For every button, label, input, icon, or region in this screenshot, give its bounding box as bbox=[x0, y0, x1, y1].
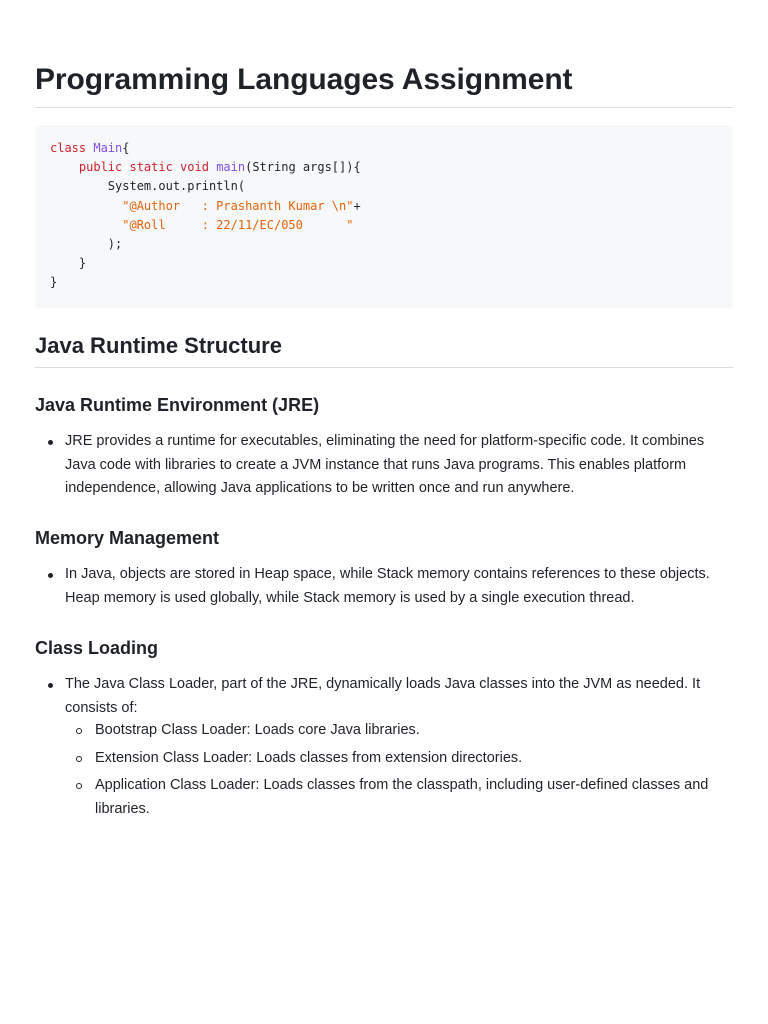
title-divider bbox=[35, 107, 733, 108]
class-loading-heading: Class Loading bbox=[35, 638, 159, 658]
bullet-dot bbox=[48, 440, 53, 445]
jre-heading: Java Runtime Environment (JRE) bbox=[35, 395, 320, 415]
list-item: Application Class Loader: Loads classes from the classpath, including user-defined classes and libraries. bbox=[95, 777, 709, 817]
bullet-dot bbox=[48, 573, 53, 578]
section-heading: Java Runtime Structure bbox=[35, 333, 282, 358]
bullet-dot bbox=[48, 683, 53, 688]
code-line-2: public static void main(String args[]){ bbox=[78, 160, 361, 175]
code-line-6: ); bbox=[50, 236, 123, 251]
jre-paragraph: JRE provides a runtime for executables, eliminating the need for platform-specific code. It combines Java code with libraries to create a JVM instance that runs Java programs. This enables platform independence, allowing Java applications to be written once and run anywhere. bbox=[65, 433, 705, 496]
list-item: Bootstrap Class Loader: Loads core Java libraries. bbox=[95, 722, 420, 738]
code-line-1: class Main{ bbox=[50, 141, 130, 155]
code-line-7: } bbox=[50, 256, 87, 271]
code-line-3: System.out.println( bbox=[50, 179, 246, 194]
sub-bullet-circle bbox=[76, 756, 82, 762]
class-loading-paragraph: The Java Class Loader, part of the JRE, dynamically loads Java classes into the JVM as needed. It consists of: bbox=[65, 676, 701, 716]
sub-bullet-circle bbox=[76, 783, 82, 789]
list-item: Extension Class Loader: Loads classes from extension directories. bbox=[95, 750, 523, 766]
sub-bullet-circle bbox=[76, 728, 82, 734]
code-line-4: "@Author : Prashanth Kumar \n"+ bbox=[122, 198, 361, 213]
code-line-8: } bbox=[50, 275, 58, 290]
code-line-5: "@Roll : 22/11/EC/050 " bbox=[122, 217, 354, 232]
page-title: Programming Languages Assignment bbox=[35, 63, 573, 96]
code-block bbox=[35, 125, 733, 308]
section-divider bbox=[35, 367, 733, 368]
memory-paragraph: In Java, objects are stored in Heap space, while Stack memory contains references to these objects. Heap memory is used globally, while Stack memory is used by a single execution thread. bbox=[65, 566, 710, 606]
memory-heading: Memory Management bbox=[35, 528, 220, 548]
